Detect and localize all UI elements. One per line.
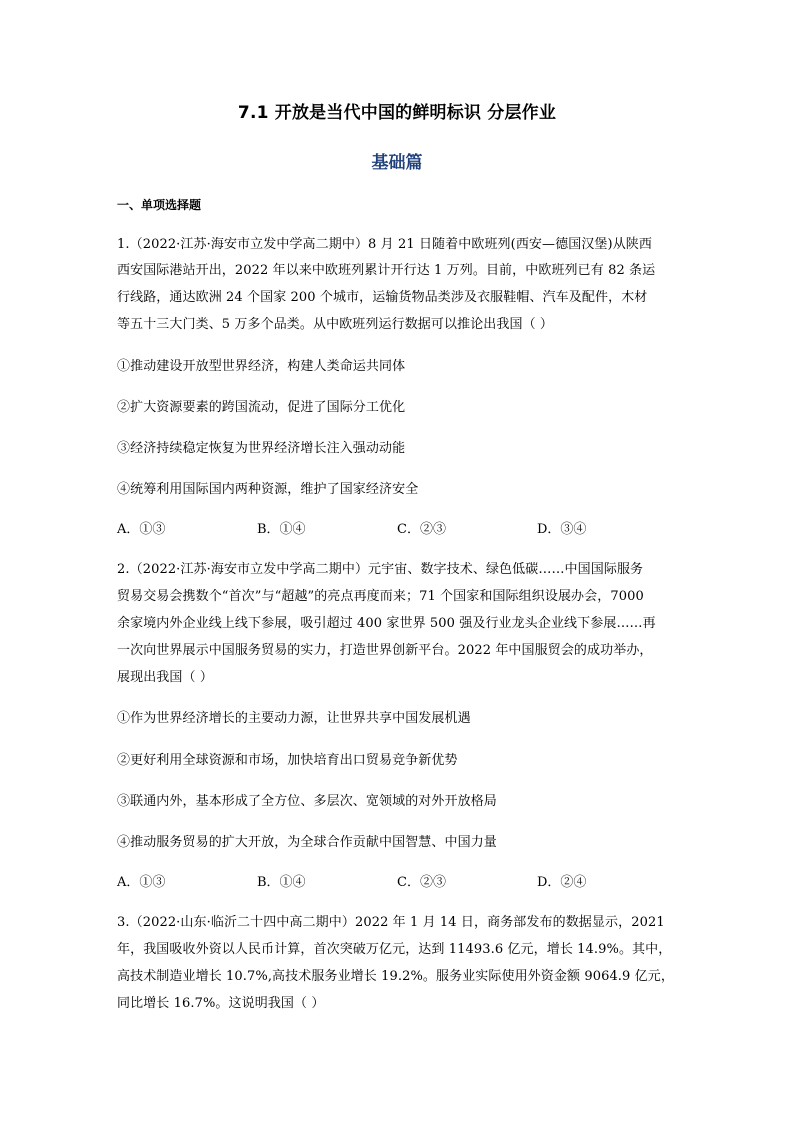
option-a: A．①③ (117, 522, 166, 537)
question-stem-line: 同比增长 16.7%。这说明我国（ ） (117, 996, 325, 1011)
statement-1: ①作为世界经济增长的主要动力源，让世界共享中国发展机遇 (117, 711, 471, 726)
statement-4: ④推动服务贸易的扩大开放，为全球合作贡献中国智慧、中国力量 (117, 835, 497, 850)
page-title: 7.1 开放是当代中国的鲜明标识 分层作业 (237, 103, 557, 123)
option-b: B．①④ (257, 522, 306, 537)
option-c: C．②③ (397, 875, 446, 890)
question-stem-line: 2.（2022·江苏·海安市立发中学高二期中）元宇宙、数字技术、绿色低碳……中国国际服务 (117, 562, 644, 577)
question-stem-line: 行线路，通达欧洲 24 个国家 200 个城市，运输货物品类涉及衣服鞋帽、汽车及配件，木材 (117, 290, 648, 305)
section-level-title: 基础篇 (371, 153, 423, 173)
question-stem-line: 贸易交易会携数个“首次”与“超越”的亮点再度而来；71 个国家和国际组织设展办会，7000 (117, 589, 644, 604)
option-c: C．②③ (397, 522, 446, 537)
option-b: B．①④ (257, 875, 306, 890)
option-a: A．①③ (117, 875, 166, 890)
question-stem-line: 3.（2022·山东·临沂二十四中高二期中）2022 年 1 月 14 日，商务部发布的数据显示，2021 (117, 915, 665, 930)
statement-3: ③经济持续稳定恢复为世界经济增长注入强动动能 (117, 441, 406, 456)
question-stem-line: 西安国际港站开出，2022 年以来中欧班列累计开行达 1 万列。目前，中欧班列已有 82 条运 (117, 263, 656, 278)
statement-2: ②更好利用全球资源和市场，加快培育出口贸易竞争新优势 (117, 753, 458, 768)
statement-1: ①推动建设开放型世界经济，构建人类命运共同体 (117, 359, 406, 374)
statement-4: ④统筹利用国际国内两种资源，维护了国家经济安全 (117, 482, 419, 497)
question-stem-line: 余家境内外企业线上线下参展，吸引超过 400 家世界 500 强及行业龙头企业线下参展……再 (117, 616, 656, 631)
statement-2: ②扩大资源要素的跨国流动，促进了国际分工优化 (117, 400, 406, 415)
option-d: D．②④ (537, 875, 587, 890)
question-stem-line: 年，我国吸收外资以人民币计算，首次突破万亿元，达到 11493.6 亿元，增长 14.9%。其中， (117, 942, 672, 957)
question-stem-line: 1.（2022·江苏·海安市立发中学高二期中）8 月 21 日随着中欧班列(西安—德国汉堡)从陕西 (117, 237, 653, 252)
statement-3: ③联通内外，基本形成了全方位、多层次、宽领域的对外开放格局 (117, 794, 497, 809)
question-stem-line: 一次向世界展示中国服务贸易的实力，打造世界创新平台。2022 年中国服贸会的成功举办， (117, 643, 653, 658)
question-stem-line: 高技术制造业增长 10.7%,高技术服务业增长 19.2%。服务业实际使用外资金额 9064.9 亿元， (117, 969, 674, 984)
section-heading: 一、单项选择题 (117, 198, 202, 212)
question-stem-line: 等五十三大门类、5 万多个品类。从中欧班列运行数据可以推论出我国（ ） (117, 317, 554, 332)
option-d: D．③④ (537, 522, 587, 537)
question-stem-line: 展现出我国（ ） (117, 670, 213, 685)
